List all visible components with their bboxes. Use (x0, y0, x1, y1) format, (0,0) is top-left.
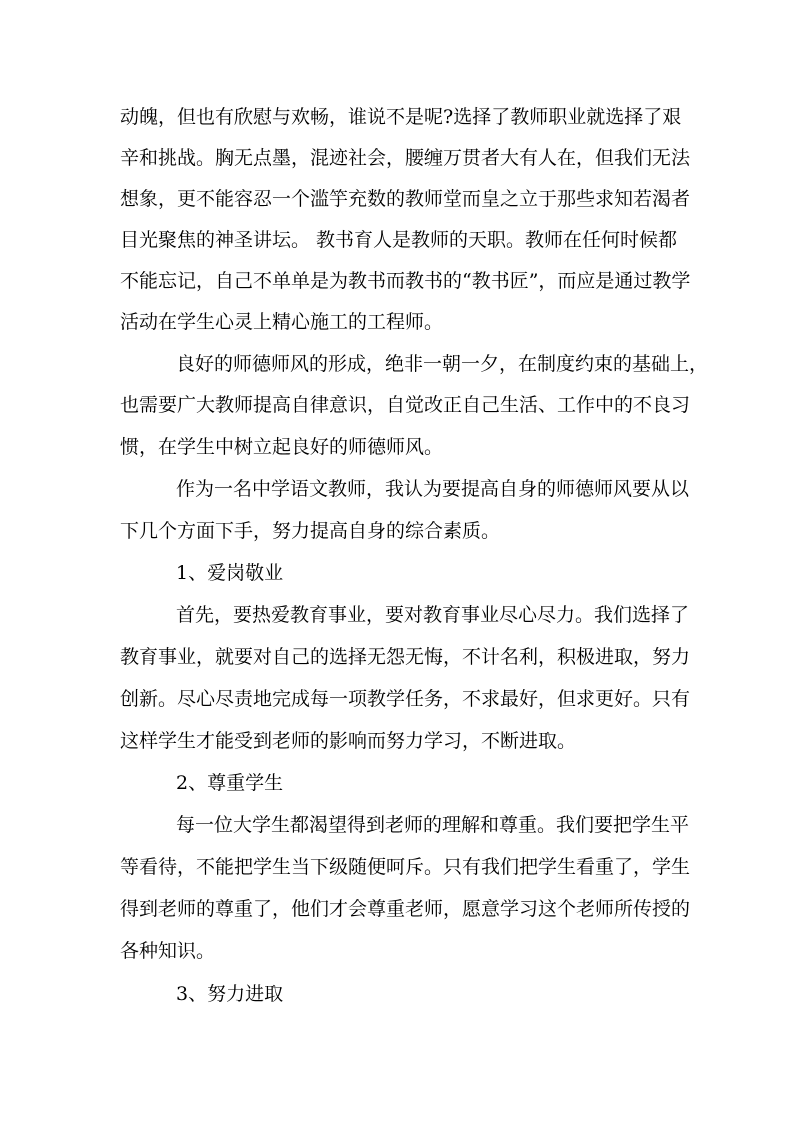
paragraph-line: 惯，在学生中树立起良好的师德师风。 (120, 436, 444, 458)
paragraph-line: 等看待，不能把学生当下级随便呵斥。只有我们把学生看重了，学生 (120, 856, 691, 878)
paragraph-line: 活动在学生心灵上精心施工的工程师。 (120, 311, 444, 333)
paragraph-line: 首先，要热爱教育事业，要对教育事业尽心尽力。我们选择了 (176, 604, 690, 626)
paragraph-line: 得到老师的尊重了，他们才会尊重老师，愿意学习这个老师所传授的 (120, 898, 691, 920)
paragraph-line: 下几个方面下手，努力提高自身的综合素质。 (120, 520, 501, 542)
paragraph-line: 不能忘记，自己不单单是为教书而教书的“教书匠”，而应是通过教学 (120, 270, 691, 292)
paragraph-line: 这样学生才能受到老师的影响而努力学习，不断进取。 (120, 730, 577, 752)
paragraph-line: 也需要广大教师提高自律意识，自觉改正自己生活、工作中的不良习 (120, 394, 691, 416)
paragraph-line: 教育事业，就要对自己的选择无怨无悔，不计名利，积极进取，努力 (120, 646, 691, 668)
paragraph-line: 目光聚焦的神圣讲坛。 教书育人是教师的天职。教师在任何时候都 (120, 229, 678, 251)
paragraph-line: 想象，更不能容忍一个滥竽充数的教师堂而皇之立于那些求知若渴者 (120, 188, 691, 210)
paragraph-line: 良好的师德师风的形成，绝非一朝一夕，在制度约束的基础上， (176, 353, 709, 375)
paragraph-line: 动魄，但也有欣慰与欢畅，谁说不是呢?选择了教师职业就选择了艰 (120, 106, 682, 128)
paragraph-line: 创新。尽心尽责地完成每一项教学任务，不求最好，但求更好。只有 (120, 688, 691, 710)
paragraph-line: 每一位大学生都渴望得到老师的理解和尊重。我们要把学生平 (176, 814, 690, 836)
section-heading: 2、尊重学生 (176, 772, 284, 794)
paragraph-line: 辛和挑战。胸无点墨，混迹社会，腰缠万贯者大有人在，但我们无法 (120, 147, 691, 169)
paragraph-line: 各种知识。 (120, 940, 216, 962)
section-heading: 3、努力进取 (176, 983, 284, 1005)
section-heading: 1、爱岗敬业 (176, 562, 284, 584)
paragraph-line: 作为一名中学语文教师，我认为要提高自身的师德师风要从以 (176, 478, 690, 500)
